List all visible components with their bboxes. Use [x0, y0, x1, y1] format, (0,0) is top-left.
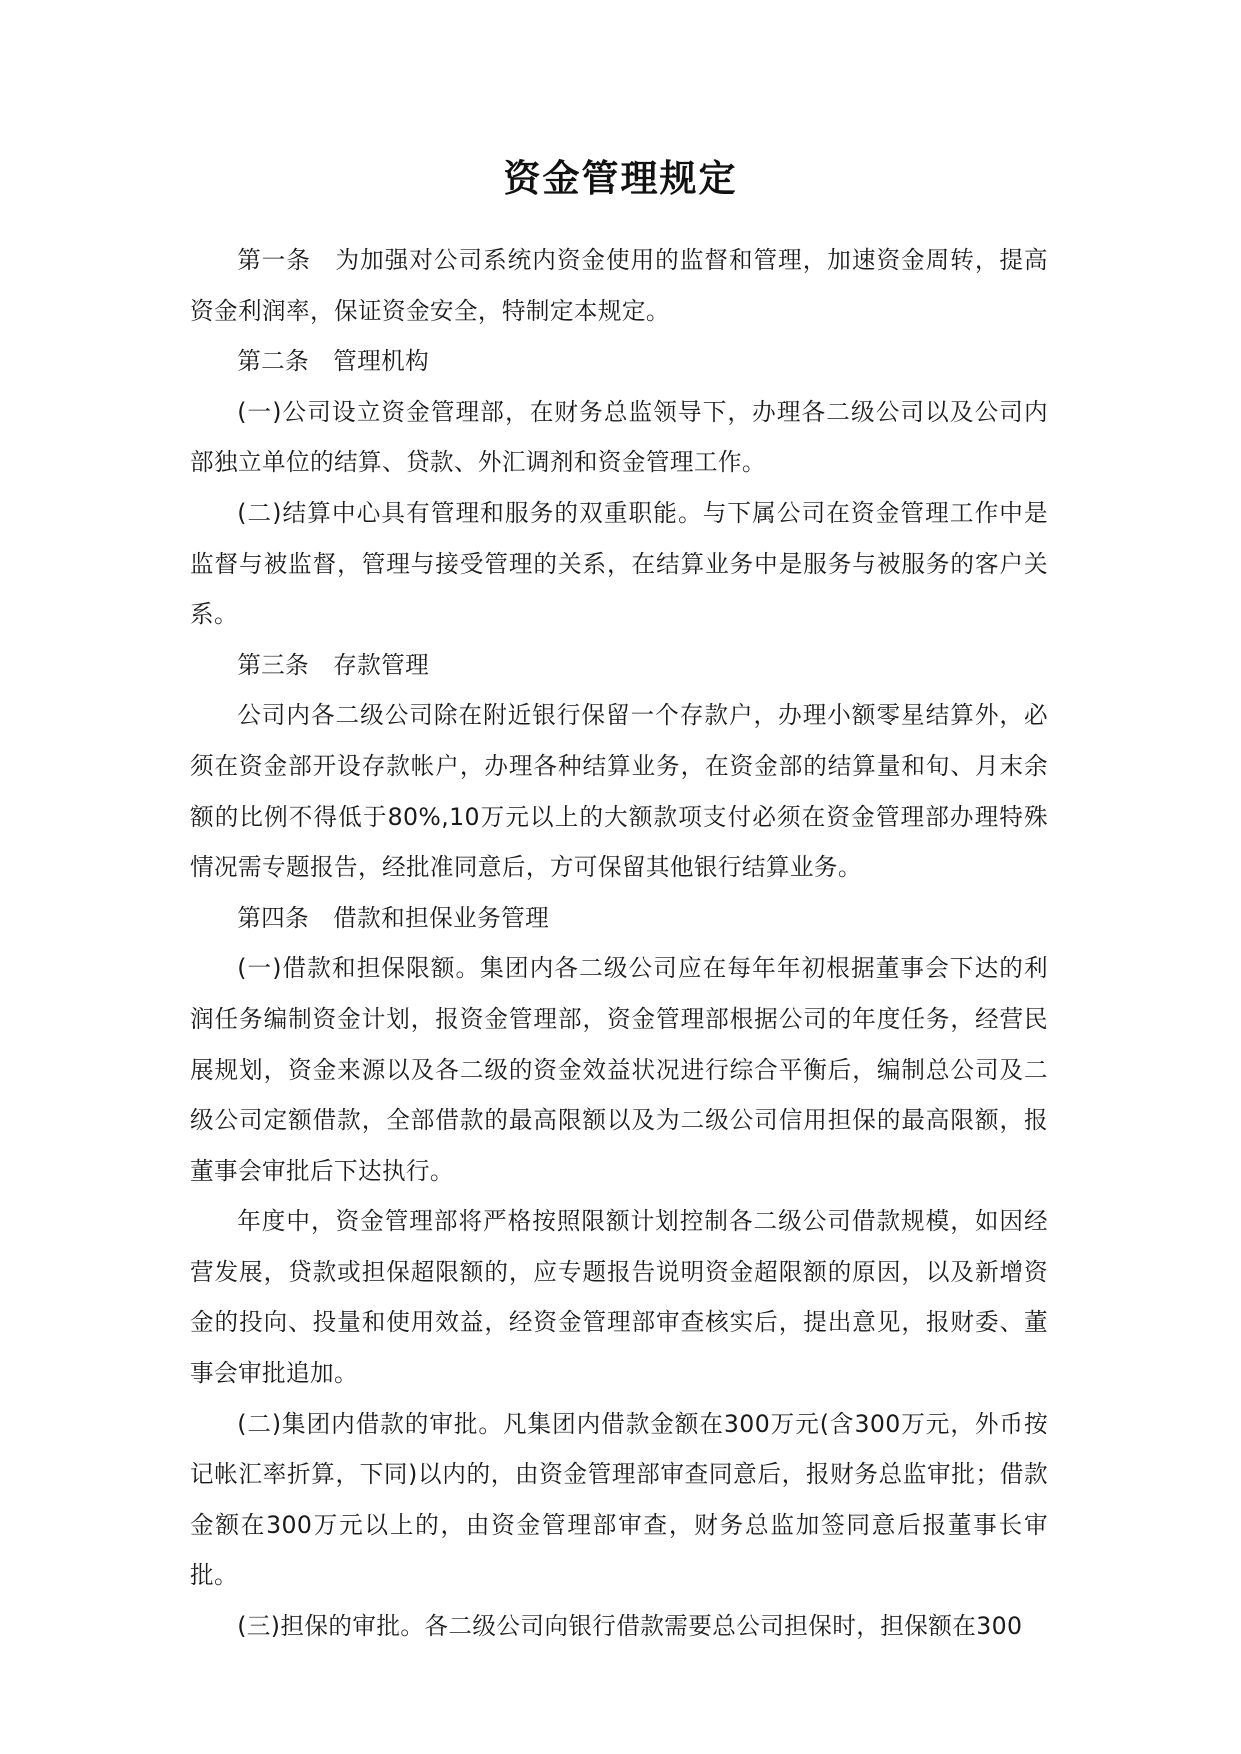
paragraph-article-4-item-1: (一)借款和担保限额。集团内各二级公司应在每年年初根据董事会下达的利润任务编制资金计划，报资金管理部，资金管理部根据公司的年度任务，经营民展规划，资金来源以及各二级的资金效益状况进行综合平衡后，编制总公司及二级公司定额借款，全部借款的最高限额以及为二级公司信用担保的最高限额，报董事会审批后下达执行。 — [190, 954, 1048, 1185]
document-title: 资金管理规定 — [503, 156, 738, 200]
document-body — [190, 235, 1048, 1652]
paragraph-article-4-item-1-continued: 年度中，资金管理部将严格按照限额计划控制各二级公司借款规模，如因经营发展，贷款或担保超限额的，应专题报告说明资金超限额的原因，以及新增资金的投向、投量和使用效益，经资金管理部审查核实后，提出意见，报财委、董事会审批追加。 — [190, 1207, 1048, 1388]
paragraph-article-3-body: 公司内各二级公司除在附近银行保留一个存款户，办理小额零星结算外，必须在资金部开设存款帐户，办理各种结算业务，在资金部的结算量和旬、月末余额的比例不得低于80%,10万元以上的大额款项支付必须在资金管理部办理特殊情况需专题报告，经批准同意后，方可保留其他银行结算业务。 — [190, 701, 1048, 882]
paragraph-article-4-heading: 第四条 借款和担保业务管理 — [237, 903, 550, 932]
paragraph-article-1: 第一条 为加强对公司系统内资金使用的监督和管理，加速资金周转，提高资金利润率，保证资金安全，特制定本规定。 — [190, 246, 1048, 325]
paragraph-article-2-item-1: (一)公司设立资金管理部，在财务总监领导下，办理各二级公司以及公司内部独立单位的结算、贷款、外汇调剂和资金管理工作。 — [190, 397, 1048, 477]
paragraph-article-3-heading: 第三条 存款管理 — [237, 650, 430, 679]
paragraph-article-4-item-2: (二)集团内借款的审批。凡集团内借款金额在300万元(含300万元，外币按记帐汇率折算，下同)以内的，由资金管理部审查同意后，报财务总监审批；借款金额在300万元以上的，由资金管理部审查，财务总监加签同意后报董事长审批。 — [190, 1409, 1048, 1590]
paragraph-article-2-item-2: (二)结算中心具有管理和服务的双重职能。与下属公司在资金管理工作中是监督与被监督，管理与接受管理的关系，在结算业务中是服务与被服务的客户关系。 — [190, 498, 1048, 629]
paragraph-article-4-item-3: (三)担保的审批。各二级公司向银行借款需要总公司担保时，担保额在300 — [237, 1612, 1023, 1641]
paragraph-article-2-heading: 第二条 管理机构 — [237, 347, 430, 376]
